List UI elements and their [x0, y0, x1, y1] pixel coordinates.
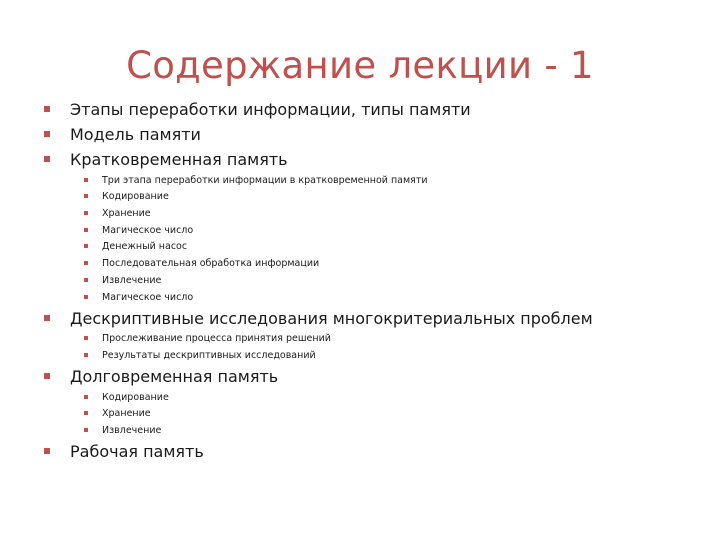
square-bullet-icon — [44, 131, 50, 137]
sub-list-item-text: Хранение — [102, 408, 151, 420]
list-item — [44, 367, 684, 387]
sub-list-item — [44, 175, 684, 187]
sub-list-item-text: Магическое число — [102, 291, 194, 303]
list-item-text: Этапы переработки информации, типы памяти — [70, 100, 471, 119]
sub-list-item-text: Три этапа переработки информации в кратковременной памяти — [102, 174, 428, 186]
list-item — [44, 125, 684, 145]
sub-list-item-text: Кодирование — [102, 391, 169, 403]
sub-list-item-text: Кодирование — [102, 191, 169, 203]
list-item — [44, 150, 684, 170]
list-item-text: Кратковременная память — [70, 150, 288, 169]
sub-list-item-text: Результаты дескриптивных исследований — [102, 349, 316, 361]
square-bullet-icon — [84, 228, 88, 232]
bullet-list — [44, 95, 684, 462]
square-bullet-icon — [84, 336, 88, 340]
square-bullet-icon — [84, 295, 88, 299]
square-bullet-icon — [84, 194, 88, 198]
square-bullet-icon — [84, 261, 88, 265]
sub-list-item-text: Извлечение — [102, 274, 162, 286]
square-bullet-icon — [84, 353, 88, 357]
square-bullet-icon — [84, 428, 88, 432]
square-bullet-icon — [44, 315, 50, 321]
square-bullet-icon — [84, 411, 88, 415]
sub-list-item — [44, 241, 684, 253]
sub-list-item-text: Прослеживание процесса принятия решений — [102, 333, 331, 345]
sub-list-item — [44, 425, 684, 437]
square-bullet-icon — [84, 395, 88, 399]
square-bullet-icon — [44, 156, 50, 162]
square-bullet-icon — [44, 373, 50, 379]
sub-list-item — [44, 408, 684, 420]
sub-list-item — [44, 292, 684, 304]
list-item-text: Дескриптивные исследования многокритериальных проблем — [70, 308, 593, 328]
sub-list-item-text: Денежный насос — [102, 241, 188, 253]
square-bullet-icon — [44, 106, 50, 112]
sub-list-item-text: Магическое число — [102, 224, 194, 236]
sub-list-item — [44, 392, 684, 404]
sub-list-item — [44, 258, 684, 270]
list-item — [44, 100, 684, 120]
list-item-text: Рабочая память — [70, 441, 204, 461]
sub-list-item — [44, 333, 684, 345]
list-item-text: Модель памяти — [70, 125, 201, 144]
sub-list-item — [44, 225, 684, 237]
sub-list-item-text: Извлечение — [102, 424, 162, 436]
slide-title: Содержание лекции - 1 — [126, 44, 594, 87]
square-bullet-icon — [84, 278, 88, 282]
square-bullet-icon — [44, 448, 50, 454]
square-bullet-icon — [84, 178, 88, 182]
list-item — [44, 442, 684, 462]
list-item — [44, 309, 684, 329]
list-item-text: Долговременная память — [70, 366, 279, 386]
sub-list-item — [44, 275, 684, 287]
sub-list-item-text: Последовательная обработка информации — [102, 258, 320, 270]
sub-list-item — [44, 350, 684, 362]
square-bullet-icon — [84, 244, 88, 248]
sub-list-item — [44, 208, 684, 220]
sub-list-item — [44, 191, 684, 203]
sub-list-item-text: Хранение — [102, 208, 151, 220]
square-bullet-icon — [84, 211, 88, 215]
